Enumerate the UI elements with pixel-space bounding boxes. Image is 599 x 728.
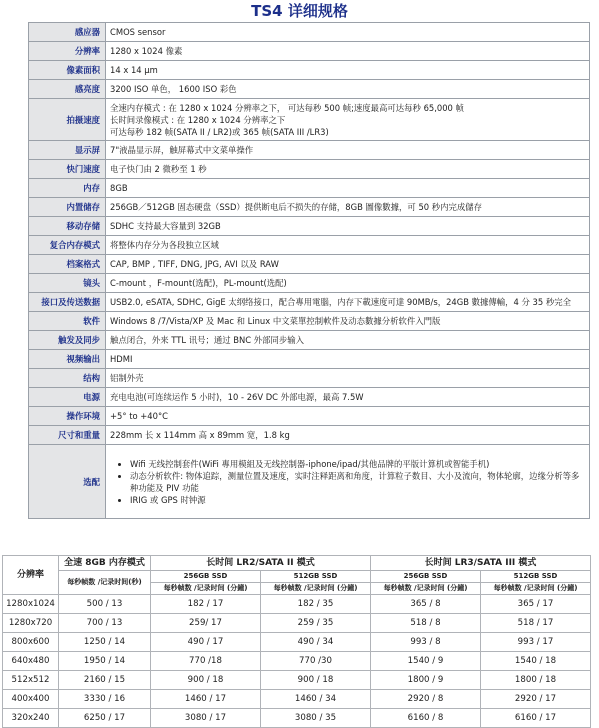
spec-value-line: C-mount ，F-mount(选配)，PL-mount(选配) [110, 278, 287, 288]
spec-row [29, 141, 590, 160]
table-cell: 2160 / 15 [59, 671, 151, 690]
lr2-ssd256-header: 256GB SSD [151, 571, 261, 583]
spec-value-line: 1280 x 1024 像素 [110, 46, 183, 56]
spec-value [106, 198, 590, 217]
spec-label: 快门速度 [29, 160, 106, 179]
spec-value-line: 7"液晶显示屏，触屏幕式中文菜单操作 [110, 145, 254, 155]
spec-value-line: SDHC 支持最大容量到 32GB [110, 221, 221, 231]
spec-row [29, 274, 590, 293]
spec-value-line: 14 x 14 µm [110, 65, 158, 75]
table-cell: 518 / 8 [371, 614, 481, 633]
spec-label: 尺寸和重量 [29, 426, 106, 445]
lr2-ssd512-subheader: 每秒帧数 /记录时间 (分鐘) [261, 583, 371, 595]
table-row [3, 690, 591, 709]
spec-row [29, 388, 590, 407]
table-cell: 490 / 34 [261, 633, 371, 652]
table-cell: 259/ 17 [151, 614, 261, 633]
table-row [3, 614, 591, 633]
spec-value-line: 全速内存模式 : 在 1280 x 1024 分辨率之下， 可达每秒 500 帧;速度最高可达每秒 65,000 帧 [110, 102, 464, 113]
full-speed-mode-header: 全速 8GB 内存模式 [59, 556, 151, 571]
table-cell: 900 / 18 [261, 671, 371, 690]
spec-value [106, 99, 590, 141]
spec-row [29, 160, 590, 179]
spec-row [29, 350, 590, 369]
spec-label: 感亮度 [29, 80, 106, 99]
spec-row [29, 42, 590, 61]
table-cell: 1460 / 17 [151, 690, 261, 709]
spec-label: 操作环境 [29, 407, 106, 426]
table-cell: 1540 / 9 [371, 652, 481, 671]
spec-value-line: 228mm 长 x 114mm 高 x 89mm 宽，1.8 kg [110, 430, 290, 440]
spec-label: 选配 [29, 445, 106, 519]
table-cell: 6160 / 17 [481, 709, 591, 728]
spec-row [29, 255, 590, 274]
spec-value-line: CMOS sensor [110, 27, 166, 37]
spec-row [29, 80, 590, 99]
spec-label: 复合内存模式 [29, 236, 106, 255]
spec-value-line: 触点闭合，外来 TTL 讯号；通过 BNC 外部同步输入 [110, 335, 305, 345]
spec-label: 档案格式 [29, 255, 106, 274]
spec-row [29, 331, 590, 350]
table-cell: 993 / 8 [371, 633, 481, 652]
table-cell: 182 / 17 [151, 595, 261, 614]
performance-table [2, 555, 591, 728]
spec-value [106, 42, 590, 61]
spec-value [106, 255, 590, 274]
table-cell: 3080 / 17 [151, 709, 261, 728]
spec-row [29, 407, 590, 426]
table-cell: 770 /18 [151, 652, 261, 671]
spec-label: 感应器 [29, 23, 106, 42]
resolution-cell: 400x400 [3, 690, 59, 709]
spec-row [29, 99, 590, 141]
spec-value [106, 61, 590, 80]
list-item: • IRIG 或 GPS 时钟源 [130, 494, 585, 506]
spec-value [106, 274, 590, 293]
full-speed-subheader: 每秒帧数 /记录时间(秒) [59, 571, 151, 595]
lr3-ssd512-subheader: 每秒帧数 /记录时间 (分鐘) [481, 583, 591, 595]
table-cell: 6250 / 17 [59, 709, 151, 728]
table-cell: 1800 / 18 [481, 671, 591, 690]
table-cell: 900 / 18 [151, 671, 261, 690]
spec-row [29, 179, 590, 198]
spec-value [106, 426, 590, 445]
spec-value-line: 可达每秒 182 帧(SATA II / LR2)或 365 帧(SATA III /LR3) [110, 126, 329, 137]
spec-label: 软件 [29, 312, 106, 331]
spec-value [106, 179, 590, 198]
spec-row [29, 217, 590, 236]
spec-row [29, 426, 590, 445]
spec-value [106, 350, 590, 369]
spec-value-line: USB2.0, eSATA, SDHC, GigE 太纲络接口，配合專用電腦，内存下載速度可達 90MB/s，24GB 數據傳輸，4 分 35 秒完全 [110, 297, 572, 307]
spec-value [106, 369, 590, 388]
spec-value [106, 293, 590, 312]
page-title: TS4 详细规格 [251, 2, 348, 20]
spec-row [29, 293, 590, 312]
list-item: • Wifi 无线控制套件(WiFi 專用模組及无线控制器-iphone/ipad/其他品牌的平版计算机或智能手机) [130, 458, 585, 470]
spec-value-line: HDMI [110, 354, 133, 364]
lr3-ssd256-subheader: 每秒帧数 /记录时间 (分鐘) [371, 583, 481, 595]
spec-value-line: 长时间录像模式 : 在 1280 x 1024 分辨率之下 [110, 114, 286, 125]
spec-value-line: 3200 ISO 单色， 1600 ISO 彩色 [110, 84, 237, 94]
table-cell: 1460 / 34 [261, 690, 371, 709]
spec-value [106, 445, 590, 519]
table-cell: 500 / 13 [59, 595, 151, 614]
table-row [3, 633, 591, 652]
spec-row [29, 23, 590, 42]
table-cell: 1950 / 14 [59, 652, 151, 671]
spec-row [29, 312, 590, 331]
table-cell: 3330 / 16 [59, 690, 151, 709]
spec-row [29, 198, 590, 217]
table-cell: 2920 / 17 [481, 690, 591, 709]
resolution-cell: 640x480 [3, 652, 59, 671]
table-cell: 1250 / 14 [59, 633, 151, 652]
lr3-mode-header: 长时间 LR3/SATA III 模式 [371, 556, 591, 571]
spec-value [106, 236, 590, 255]
table-cell: 518 / 17 [481, 614, 591, 633]
spec-value [106, 217, 590, 236]
spec-value-line: 充电电池(可连续运作 5 小时)，10 - 26V DC 外部电源，最高 7.5W [110, 392, 364, 402]
spec-label: 分辨率 [29, 42, 106, 61]
spec-label: 电源 [29, 388, 106, 407]
spec-value [106, 80, 590, 99]
spec-label: 触发及同步 [29, 331, 106, 350]
spec-label: 结构 [29, 369, 106, 388]
lr3-ssd256-header: 256GB SSD [371, 571, 481, 583]
options-list [110, 458, 585, 506]
table-cell: 770 /30 [261, 652, 371, 671]
spec-value-line: +5° to +40°C [110, 411, 168, 421]
resolution-cell: 512x512 [3, 671, 59, 690]
spec-label: 内存 [29, 179, 106, 198]
spec-label: 移动存储 [29, 217, 106, 236]
table-cell: 1800 / 9 [371, 671, 481, 690]
spec-label: 镜头 [29, 274, 106, 293]
resolution-cell: 1280x720 [3, 614, 59, 633]
table-cell: 365 / 17 [481, 595, 591, 614]
resolution-cell: 1280x1024 [3, 595, 59, 614]
table-row [3, 671, 591, 690]
spec-value-line: 将整体内存分为各段独立区域 [110, 240, 219, 250]
lr3-ssd512-header: 512GB SSD [481, 571, 591, 583]
spec-label: 像素面积 [29, 61, 106, 80]
spec-row [29, 369, 590, 388]
table-row [3, 652, 591, 671]
table-row [3, 595, 591, 614]
spec-value [106, 312, 590, 331]
spec-value-line: 电子快门由 2 微秒至 1 秒 [110, 164, 207, 174]
spec-value-line: 8GB [110, 183, 128, 193]
table-cell: 993 / 17 [481, 633, 591, 652]
spec-label: 视频输出 [29, 350, 106, 369]
spec-value-line: CAP, BMP , TIFF, DNG, JPG, AVI 以及 RAW [110, 259, 279, 269]
spec-label: 显示屏 [29, 141, 106, 160]
resolution-header: 分辨率 [3, 556, 59, 595]
spec-row-options [29, 445, 590, 519]
spec-value [106, 388, 590, 407]
resolution-cell: 320x240 [3, 709, 59, 728]
spec-row [29, 236, 590, 255]
spec-value [106, 23, 590, 42]
spec-label: 接口及传送数据 [29, 293, 106, 312]
list-item: • 动态分析软件: 物体追踪，测量位置及速度，实时注释距离和角度，计算粒子数目、大小及流向，物体轮廓，边缘分析等多种功能及 PIV 功能 [130, 470, 585, 494]
table-cell: 700 / 13 [59, 614, 151, 633]
lr2-mode-header: 长时间 LR2/SATA II 模式 [151, 556, 371, 571]
table-cell: 182 / 35 [261, 595, 371, 614]
spec-label: 拍摄速度 [29, 99, 106, 141]
spec-value-line: Windows 8 /7/Vista/XP 及 Mac 和 Linux 中文菜單控制軟件及动态數據分析软件入門版 [110, 316, 441, 326]
table-cell: 3080 / 35 [261, 709, 371, 728]
spec-value [106, 407, 590, 426]
table-cell: 1540 / 18 [481, 652, 591, 671]
spec-table [28, 22, 590, 519]
spec-value-line: 256GB／512GB 固态硬盘（SSD）提供断电后不损失的存储，8GB 圖像數據，可 50 秒内完成儲存 [110, 202, 483, 212]
table-cell: 365 / 8 [371, 595, 481, 614]
table-cell: 259 / 35 [261, 614, 371, 633]
spec-label: 内置储存 [29, 198, 106, 217]
table-cell: 2920 / 8 [371, 690, 481, 709]
lr2-ssd256-subheader: 每秒帧数 /记录时间 (分鐘) [151, 583, 261, 595]
spec-value [106, 160, 590, 179]
resolution-cell: 800x600 [3, 633, 59, 652]
spec-value [106, 331, 590, 350]
lr2-ssd512-header: 512GB SSD [261, 571, 371, 583]
spec-value [106, 141, 590, 160]
table-cell: 6160 / 8 [371, 709, 481, 728]
spec-row [29, 61, 590, 80]
spec-value-line: 铝制外壳 [110, 373, 144, 383]
table-cell: 490 / 17 [151, 633, 261, 652]
